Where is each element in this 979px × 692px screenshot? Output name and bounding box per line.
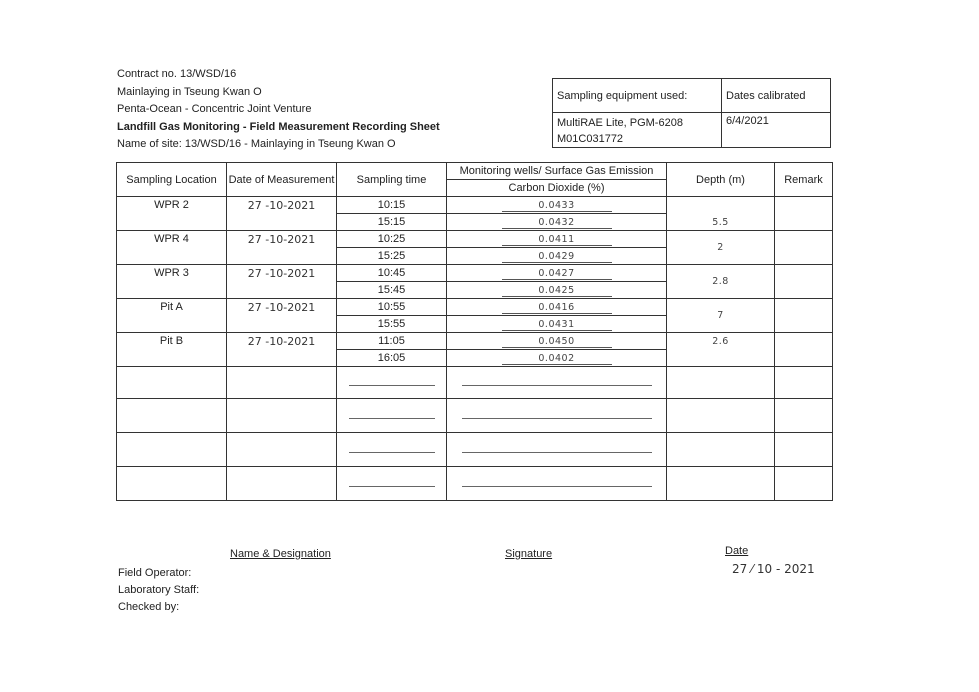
empty-row [117,367,833,399]
empty-cell [337,399,447,433]
empty-cell [447,433,667,467]
co2-value: 0.0432 [502,217,612,229]
empty-row [117,399,833,433]
time-cell: 15:55 [337,316,447,333]
calibrated-label: Dates calibrated [722,79,831,113]
co2-value: 0.0429 [502,251,612,263]
time-cell: 15:45 [337,282,447,299]
time-cell: 16:05 [337,350,447,367]
co2-cell [447,333,667,350]
time-cell: 11:05 [337,333,447,350]
blank-line [462,384,652,386]
time-cell: 15:15 [337,214,447,231]
empty-row [117,433,833,467]
empty-row [117,467,833,501]
co2-cell [447,265,667,282]
date-cell: 27 -10-2021 [227,333,337,367]
co2-cell [447,248,667,265]
empty-cell [667,367,775,399]
co2-value: 0.0433 [502,200,612,212]
empty-cell [667,399,775,433]
blank-line [462,451,652,453]
date-cell: 27 -10-2021 [227,197,337,231]
calibrated-date: 6/4/2021 [722,113,831,148]
remark-cell [775,299,833,333]
equipment-label: Sampling equipment used: [553,79,722,113]
co2-cell [447,299,667,316]
remark-cell [775,197,833,231]
checked-by-label: Checked by: [118,601,180,613]
co2-value: 0.0416 [502,302,612,314]
remark-cell [775,333,833,367]
empty-cell [227,399,337,433]
blank-line [349,451,435,453]
header-location: Sampling Location [117,163,227,197]
co2-cell [447,197,667,214]
empty-cell [117,399,227,433]
blank-line [349,384,435,386]
table-row [117,197,833,214]
location-cell: WPR 4 [117,231,227,265]
co2-cell [447,282,667,299]
blank-line [349,485,435,487]
location-cell: Pit A [117,299,227,333]
empty-cell [775,467,833,501]
contractor-name: Penta-Ocean - Concentric Joint Venture [117,103,312,115]
co2-cell [447,316,667,333]
depth-cell: 2 [667,231,775,265]
table-row [117,299,833,316]
name-designation-heading: Name & Designation [230,548,331,560]
header-co2: Carbon Dioxide (%) [447,180,667,197]
empty-cell [447,399,667,433]
co2-value: 0.0427 [502,268,612,280]
location-cell: WPR 2 [117,197,227,231]
remark-cell [775,265,833,299]
empty-cell [775,367,833,399]
contract-number: Contract no. 13/WSD/16 [117,68,237,80]
location-cell: Pit B [117,333,227,367]
blank-line [462,485,652,487]
header-wells: Monitoring wells/ Surface Gas Emission [447,163,667,180]
equipment-model: MultiRAE Lite, PGM-6208 [557,117,683,129]
empty-cell [447,467,667,501]
header-remark: Remark [775,163,833,197]
signoff-labels [118,565,199,616]
co2-value: 0.0402 [502,353,612,365]
co2-value: 0.0411 [502,234,612,246]
header-depth: Depth (m) [667,163,775,197]
signoff-date: 27 ⁄ 10 - 2021 [732,562,815,576]
empty-cell [667,467,775,501]
time-cell: 10:55 [337,299,447,316]
empty-cell [667,433,775,467]
empty-cell [117,367,227,399]
equipment-table [552,78,831,148]
table-row [117,333,833,350]
header-block [117,66,440,154]
co2-cell [447,350,667,367]
co2-cell [447,214,667,231]
date-cell: 27 -10-2021 [227,299,337,333]
empty-cell [227,367,337,399]
empty-cell [337,467,447,501]
blank-line [462,417,652,419]
empty-cell [337,367,447,399]
depth-cell: 5.5 [667,197,775,231]
date-heading: Date [725,545,749,557]
document-title: Landfill Gas Monitoring - Field Measurement Recording Sheet [117,120,440,133]
empty-cell [337,433,447,467]
empty-cell [227,467,337,501]
time-cell: 10:45 [337,265,447,282]
date-cell: 27 -10-2021 [227,231,337,265]
table-row [117,231,833,248]
blank-line [349,417,435,419]
site-name: Name of site: 13/WSD/16 - Mainlaying in Tseung Kwan O [117,138,396,150]
depth-cell: 2.6 [667,333,775,367]
signature-heading: Signature [505,548,553,560]
field-operator-label: Field Operator: [118,567,192,579]
location-cell: WPR 3 [117,265,227,299]
empty-cell [775,433,833,467]
header-time: Sampling time [337,163,447,197]
table-row [117,265,833,282]
empty-cell [227,433,337,467]
project-name: Mainlaying in Tseung Kwan O [117,85,262,98]
empty-cell [117,433,227,467]
co2-value: 0.0425 [502,285,612,297]
co2-cell [447,231,667,248]
depth-cell: 7 [667,299,775,333]
time-cell: 15:25 [337,248,447,265]
empty-cell [775,399,833,433]
time-cell: 10:25 [337,231,447,248]
measurement-table [116,162,833,501]
empty-cell [117,467,227,501]
lab-staff-label: Laboratory Staff: [118,584,200,596]
header-date: Date of Measurement [227,163,337,197]
date-cell: 27 -10-2021 [227,265,337,299]
co2-value: 0.0431 [502,319,612,331]
depth-cell: 2.8 [667,265,775,299]
equipment-serial: M01C031772 [557,133,624,145]
empty-cell [447,367,667,399]
time-cell: 10:15 [337,197,447,214]
equipment-value [553,113,722,148]
co2-value: 0.0450 [502,336,612,348]
remark-cell [775,231,833,265]
